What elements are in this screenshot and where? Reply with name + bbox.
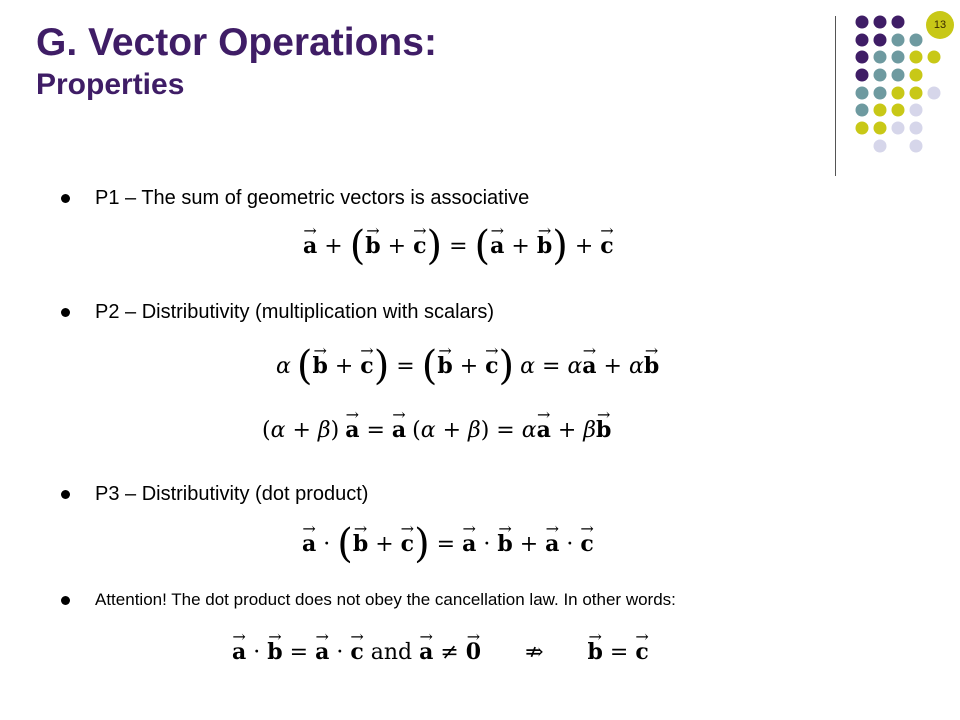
- dot: [910, 34, 923, 47]
- slide-subtitle: Properties: [36, 68, 185, 101]
- dot: [892, 34, 905, 47]
- dot: [874, 34, 887, 47]
- dot: [910, 69, 923, 82]
- dot: [874, 16, 887, 29]
- dot: [874, 87, 887, 100]
- dot: [928, 51, 941, 64]
- dot: [892, 51, 905, 64]
- bullet-p2: P2 – Distributivity (multiplication with scalars): [95, 301, 495, 323]
- bullet-p3: P3 – Distributivity (dot product): [95, 483, 369, 505]
- dot: [856, 122, 869, 135]
- dot: [874, 69, 887, 82]
- not-implies-symbol: ⇏: [525, 640, 544, 665]
- formula-dot-distributivity: → a · (→ b + → c) = → a · → b + → a · → c: [302, 524, 594, 565]
- dot: [910, 140, 923, 153]
- bullet-p1: P1 – The sum of geometric vectors is associative: [95, 187, 530, 209]
- dot: [856, 69, 869, 82]
- dot: [910, 104, 923, 117]
- slide-title: G. Vector Operations:: [36, 21, 437, 64]
- slide-number-badge: 13: [926, 11, 954, 39]
- formula-scalar-distributivity-1: α (→ b + → c) = (→ b + → c) α = α→ a + α→ b: [276, 346, 659, 387]
- dot: [928, 87, 941, 100]
- dot: [892, 87, 905, 100]
- dot: [892, 69, 905, 82]
- dot: [910, 122, 923, 135]
- dot: [892, 16, 905, 29]
- dot: [892, 104, 905, 117]
- dot: [874, 122, 887, 135]
- dot: [856, 104, 869, 117]
- dot: [910, 87, 923, 100]
- dot: [892, 122, 905, 135]
- formula-associativity: → a + (→ b + → c) = (→ a + → b) + → c: [303, 226, 614, 267]
- dot: [856, 51, 869, 64]
- dot: [874, 51, 887, 64]
- dot: [874, 104, 887, 117]
- dot: [856, 34, 869, 47]
- dot: [910, 51, 923, 64]
- formula-scalar-distributivity-2: (α + β)→ a = → a (α + β) = α→ a + β→ b: [262, 410, 611, 451]
- dot: [856, 87, 869, 100]
- dot: [856, 16, 869, 29]
- slide-title-block: [36, 18, 437, 102]
- bullet-attention: Attention! The dot product does not obey the cancellation law. In other words:: [95, 588, 676, 612]
- dot: [874, 140, 887, 153]
- divider-line: [835, 16, 836, 176]
- formula-cancellation-law: → a · → b = → a · → c and → a ≠ → 0 ⇏ → b = → c: [232, 632, 649, 673]
- and-word: and: [370, 640, 413, 665]
